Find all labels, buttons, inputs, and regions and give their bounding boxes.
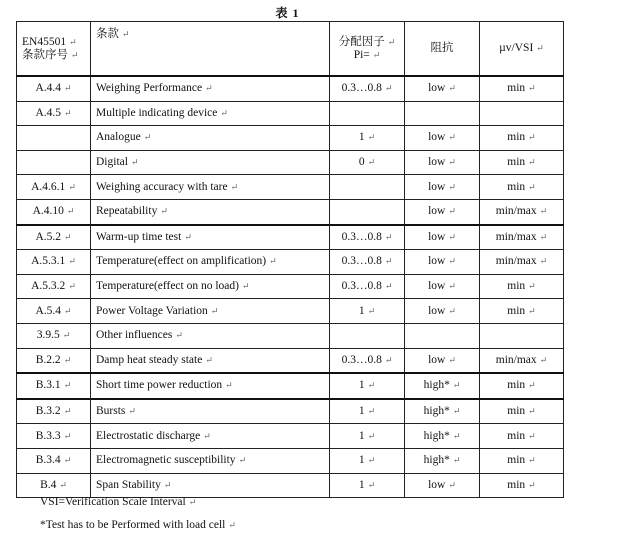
impedance-cell-text: low (428, 230, 446, 243)
para-mark-icon: ↵ (184, 231, 192, 242)
item-cell (91, 299, 330, 324)
clause-cell (17, 274, 91, 299)
header-row (17, 22, 564, 77)
para-mark-icon: ↵ (71, 49, 79, 60)
para-mark-icon: ↵ (367, 380, 376, 391)
para-mark-icon: ↵ (175, 330, 183, 341)
vsi-cell (480, 199, 564, 224)
table-row (17, 76, 564, 101)
vsi-cell (480, 399, 564, 424)
vsi-cell (480, 126, 564, 151)
clause-cell (17, 299, 91, 324)
para-mark-icon: ↵ (384, 256, 393, 267)
spec-table (16, 21, 564, 498)
factor-cell-text: 0.3…0.8 (341, 255, 382, 268)
item-cell-text: Short time power reduction (96, 379, 223, 392)
table-row (17, 448, 564, 473)
table-row (17, 225, 564, 250)
clause-cell (17, 424, 91, 449)
clause-cell-text: A.5.4 (35, 304, 61, 317)
vsi-cell-text: min (507, 478, 526, 491)
clause-cell-text: A.5.2 (35, 230, 61, 243)
para-mark-icon: ↵ (238, 455, 247, 466)
factor-cell (330, 76, 405, 101)
vsi-cell (480, 473, 564, 498)
item-cell-text: Temperature(effect on amplification) (96, 255, 267, 268)
para-mark-icon: ↵ (528, 132, 536, 143)
clause-cell-text: B.4 (40, 478, 57, 491)
para-mark-icon: ↵ (384, 83, 393, 94)
para-mark-icon: ↵ (384, 231, 393, 242)
item-cell-text: Weighing Performance (96, 82, 203, 95)
clause-cell (17, 126, 91, 151)
impedance-cell (405, 199, 480, 224)
vsi-cell-text: min (507, 280, 526, 293)
clause-cell (17, 323, 91, 348)
clause-cell-text: A.4.4 (35, 82, 61, 95)
para-mark-icon: ↵ (452, 406, 461, 417)
item-cell (91, 126, 330, 151)
para-mark-icon: ↵ (128, 406, 136, 417)
impedance-cell (405, 250, 480, 275)
vsi-cell (480, 76, 564, 101)
impedance-cell-text: low (428, 180, 446, 193)
factor-cell-text: 1 (358, 478, 365, 491)
item-cell (91, 150, 330, 175)
factor-cell-text: 0.3…0.8 (341, 353, 382, 366)
para-mark-icon: ↵ (528, 305, 536, 316)
item-cell-text: Damp heat steady state (96, 353, 203, 366)
para-mark-icon: ↵ (448, 83, 456, 94)
note-vsi (40, 496, 196, 508)
clause-cell-text: B.3.3 (35, 429, 61, 442)
para-mark-icon: ↵ (448, 206, 456, 217)
header-item (91, 22, 330, 77)
table-row (17, 250, 564, 275)
impedance-cell-text: high* (423, 379, 450, 392)
impedance-cell-text: low (428, 156, 446, 169)
clause-cell (17, 225, 91, 250)
factor-cell (330, 199, 405, 224)
para-mark-icon: ↵ (367, 406, 376, 417)
factor-cell (330, 448, 405, 473)
factor-cell (330, 373, 405, 399)
header-factor-line1: 分配因子 (338, 35, 385, 48)
vsi-cell-text: min/max (495, 255, 537, 268)
para-mark-icon: ↵ (536, 43, 544, 53)
factor-cell-text: 0.3…0.8 (341, 230, 382, 243)
para-mark-icon: ↵ (539, 256, 548, 267)
clause-cell (17, 150, 91, 175)
factor-cell (330, 399, 405, 424)
item-cell (91, 399, 330, 424)
impedance-cell (405, 373, 480, 399)
para-mark-icon: ↵ (68, 181, 76, 192)
item-cell (91, 76, 330, 101)
item-cell-text: Electromagnetic susceptibility (96, 454, 236, 467)
header-factor-line2: Pi= (353, 48, 370, 61)
para-mark-icon: ↵ (63, 455, 72, 466)
para-mark-icon: ↵ (452, 380, 461, 391)
para-mark-icon: ↵ (241, 281, 250, 292)
para-mark-icon: ↵ (210, 305, 219, 316)
impedance-cell (405, 424, 480, 449)
vsi-cell (480, 299, 564, 324)
impedance-cell (405, 101, 480, 126)
impedance-cell (405, 399, 480, 424)
factor-cell-text: 0.3…0.8 (341, 280, 382, 293)
vsi-cell-text: min (507, 131, 526, 144)
item-cell (91, 448, 330, 473)
clause-cell (17, 448, 91, 473)
para-mark-icon: ↵ (64, 107, 72, 118)
para-mark-icon: ↵ (63, 380, 72, 391)
clause-cell (17, 175, 91, 200)
table-row (17, 150, 564, 175)
item-cell (91, 101, 330, 126)
para-mark-icon: ↵ (188, 497, 197, 507)
impedance-cell (405, 126, 480, 151)
clause-cell (17, 199, 91, 224)
table-caption: 表 1 (275, 6, 300, 20)
vsi-cell (480, 373, 564, 399)
impedance-cell-text: low (428, 353, 446, 366)
header-vsi-label: µv/VSI (499, 42, 534, 54)
para-mark-icon: ↵ (448, 157, 456, 168)
vsi-cell-text: min (507, 429, 526, 442)
para-mark-icon: ↵ (448, 231, 456, 242)
para-mark-icon: ↵ (64, 83, 72, 94)
clause-cell-text: B.2.2 (35, 353, 61, 366)
impedance-cell (405, 473, 480, 498)
item-cell (91, 424, 330, 449)
factor-cell-text: 1 (358, 379, 365, 392)
impedance-cell-text: high* (423, 405, 450, 418)
table-row (17, 348, 564, 373)
note-load-cell (40, 519, 236, 531)
factor-cell-text: 1 (358, 131, 365, 144)
impedance-cell (405, 150, 480, 175)
para-mark-icon: ↵ (62, 330, 71, 341)
header-item-label: 条款 (96, 28, 119, 40)
item-cell (91, 250, 330, 275)
item-cell-text: Electrostatic discharge (96, 429, 201, 442)
para-mark-icon: ↵ (528, 157, 536, 168)
para-mark-icon: ↵ (269, 256, 277, 267)
para-mark-icon: ↵ (367, 430, 376, 441)
clause-cell-text: A.4.10 (32, 205, 64, 218)
vsi-cell-text: min/max (495, 230, 537, 243)
header-clause-line1: EN45501 (22, 35, 67, 48)
para-mark-icon: ↵ (539, 206, 548, 217)
item-cell (91, 473, 330, 498)
impedance-cell (405, 448, 480, 473)
para-mark-icon: ↵ (387, 36, 396, 47)
clause-cell (17, 101, 91, 126)
factor-cell (330, 126, 405, 151)
para-mark-icon: ↵ (122, 29, 130, 39)
factor-cell-text: 1 (358, 454, 365, 467)
factor-cell (330, 250, 405, 275)
para-mark-icon: ↵ (528, 181, 536, 192)
clause-cell-text: B.3.1 (35, 379, 61, 392)
para-mark-icon: ↵ (203, 430, 211, 441)
para-mark-icon: ↵ (367, 132, 376, 143)
vsi-cell-text: min (507, 180, 526, 193)
impedance-cell-text: low (428, 131, 446, 144)
para-mark-icon: ↵ (452, 430, 461, 441)
para-mark-icon: ↵ (367, 479, 376, 490)
impedance-cell-text: low (428, 82, 446, 95)
para-mark-icon: ↵ (163, 479, 172, 490)
factor-cell (330, 473, 405, 498)
clause-cell (17, 473, 91, 498)
impedance-cell-text: low (428, 255, 446, 268)
clause-cell-text: B.3.4 (35, 454, 61, 467)
item-cell (91, 348, 330, 373)
factor-cell-text: 1 (358, 405, 365, 418)
para-mark-icon: ↵ (63, 430, 72, 441)
para-mark-icon: ↵ (528, 380, 536, 391)
clause-cell-text: A.5.3.2 (31, 280, 66, 293)
para-mark-icon: ↵ (220, 107, 228, 118)
impedance-cell (405, 274, 480, 299)
table-row (17, 473, 564, 498)
impedance-cell-text: low (428, 478, 446, 491)
clause-cell (17, 250, 91, 275)
impedance-cell (405, 348, 480, 373)
para-mark-icon: ↵ (205, 83, 213, 94)
factor-cell (330, 424, 405, 449)
table-row (17, 424, 564, 449)
header-clause-line2: 条款序号 (22, 48, 68, 61)
vsi-cell (480, 101, 564, 126)
vsi-cell (480, 225, 564, 250)
para-mark-icon: ↵ (448, 181, 456, 192)
impedance-cell (405, 323, 480, 348)
note-load-cell-text: *Test has to be Performed with load cell (40, 519, 226, 531)
factor-cell-text: 0 (358, 156, 365, 169)
header-impedance-label: 阻抗 (430, 42, 454, 54)
vsi-cell (480, 424, 564, 449)
table-row (17, 175, 564, 200)
header-vsi (480, 22, 564, 77)
item-cell (91, 225, 330, 250)
item-cell-text: Power Voltage Variation (96, 304, 208, 317)
item-cell-text: Bursts (96, 405, 126, 418)
header-impedance (405, 22, 480, 77)
clause-cell (17, 348, 91, 373)
item-cell (91, 373, 330, 399)
factor-cell-text: 1 (358, 429, 365, 442)
table-row (17, 373, 564, 399)
para-mark-icon: ↵ (528, 83, 536, 94)
para-mark-icon: ↵ (143, 132, 152, 143)
table-row (17, 323, 564, 348)
para-mark-icon: ↵ (205, 354, 213, 365)
para-mark-icon: ↵ (448, 305, 456, 316)
factor-cell (330, 274, 405, 299)
clause-cell-text: A.5.3.1 (31, 255, 66, 268)
vsi-cell (480, 448, 564, 473)
impedance-cell-text: low (428, 304, 446, 317)
vsi-cell-text: min (507, 82, 526, 95)
table-row (17, 399, 564, 424)
item-cell-text: Span Stability (96, 478, 161, 491)
para-mark-icon: ↵ (528, 479, 536, 490)
impedance-cell-text: low (428, 280, 446, 293)
impedance-cell (405, 225, 480, 250)
impedance-cell (405, 299, 480, 324)
para-mark-icon: ↵ (64, 231, 72, 242)
table-row (17, 101, 564, 126)
note-vsi-text: VSI=Verification Scale Interval (40, 496, 186, 508)
impedance-cell-text: high* (423, 454, 450, 467)
para-mark-icon: ↵ (452, 455, 461, 466)
para-mark-icon: ↵ (230, 181, 239, 192)
item-cell-text: Other influences (96, 329, 173, 342)
para-mark-icon: ↵ (448, 354, 456, 365)
clause-cell-text: A.4.5 (35, 106, 61, 119)
para-mark-icon: ↵ (367, 305, 376, 316)
factor-cell (330, 101, 405, 126)
para-mark-icon: ↵ (59, 479, 67, 490)
item-cell (91, 274, 330, 299)
vsi-cell-text: min (507, 405, 526, 418)
para-mark-icon: ↵ (384, 281, 393, 292)
factor-cell (330, 323, 405, 348)
item-cell-text: Temperature(effect on no load) (96, 280, 239, 293)
item-cell-text: Warm-up time test (96, 230, 182, 243)
para-mark-icon: ↵ (448, 281, 456, 292)
item-cell-text: Digital (96, 156, 128, 169)
item-cell-text: Analogue (96, 131, 141, 144)
clause-cell (17, 373, 91, 399)
para-mark-icon: ↵ (68, 281, 76, 292)
para-mark-icon: ↵ (68, 256, 76, 267)
para-mark-icon: ↵ (528, 430, 536, 441)
vsi-cell (480, 348, 564, 373)
vsi-cell (480, 150, 564, 175)
para-mark-icon: ↵ (372, 49, 381, 60)
item-cell (91, 175, 330, 200)
para-mark-icon: ↵ (528, 455, 536, 466)
factor-cell-text: 1 (358, 304, 365, 317)
item-cell-text: Weighing accuracy with tare (96, 180, 228, 193)
factor-cell (330, 348, 405, 373)
vsi-cell-text: min (507, 304, 526, 317)
table-row (17, 199, 564, 224)
factor-cell (330, 150, 405, 175)
para-mark-icon: ↵ (448, 256, 456, 267)
impedance-cell-text: low (428, 205, 446, 218)
header-factor (330, 22, 405, 77)
header-clause (17, 22, 91, 77)
para-mark-icon: ↵ (539, 231, 548, 242)
item-cell (91, 199, 330, 224)
clause-cell-text: 3.9.5 (36, 329, 60, 342)
para-mark-icon: ↵ (63, 354, 72, 365)
clause-cell-text: B.3.2 (35, 405, 61, 418)
vsi-cell-text: min/max (495, 205, 537, 218)
impedance-cell (405, 76, 480, 101)
para-mark-icon: ↵ (367, 157, 376, 168)
table-row (17, 299, 564, 324)
impedance-cell (405, 175, 480, 200)
vsi-cell-text: min (507, 379, 526, 392)
para-mark-icon: ↵ (384, 354, 393, 365)
factor-cell-text: 0.3…0.8 (341, 82, 382, 95)
para-mark-icon: ↵ (69, 36, 77, 47)
vsi-cell (480, 250, 564, 275)
factor-cell (330, 175, 405, 200)
para-mark-icon: ↵ (448, 132, 456, 143)
table-row (17, 274, 564, 299)
vsi-cell-text: min (507, 454, 526, 467)
vsi-cell (480, 274, 564, 299)
para-mark-icon: ↵ (66, 206, 75, 217)
item-cell (91, 323, 330, 348)
clause-cell-text: A.4.6.1 (31, 180, 66, 193)
para-mark-icon: ↵ (225, 380, 233, 391)
para-mark-icon: ↵ (160, 206, 168, 217)
item-cell-text: Repeatability (96, 205, 158, 218)
para-mark-icon: ↵ (228, 520, 236, 530)
para-mark-icon: ↵ (63, 406, 72, 417)
para-mark-icon: ↵ (64, 305, 72, 316)
factor-cell (330, 299, 405, 324)
vsi-cell-text: min (507, 156, 526, 169)
para-mark-icon: ↵ (367, 455, 376, 466)
para-mark-icon: ↵ (448, 479, 456, 490)
factor-cell (330, 225, 405, 250)
impedance-cell-text: high* (423, 429, 450, 442)
table-row (17, 126, 564, 151)
item-cell-text: Multiple indicating device (96, 106, 218, 119)
para-mark-icon: ↵ (528, 406, 536, 417)
clause-cell (17, 399, 91, 424)
vsi-cell (480, 323, 564, 348)
para-mark-icon: ↵ (130, 157, 139, 168)
para-mark-icon: ↵ (539, 354, 548, 365)
vsi-cell-text: min/max (495, 353, 537, 366)
vsi-cell (480, 175, 564, 200)
clause-cell (17, 76, 91, 101)
para-mark-icon: ↵ (528, 281, 536, 292)
